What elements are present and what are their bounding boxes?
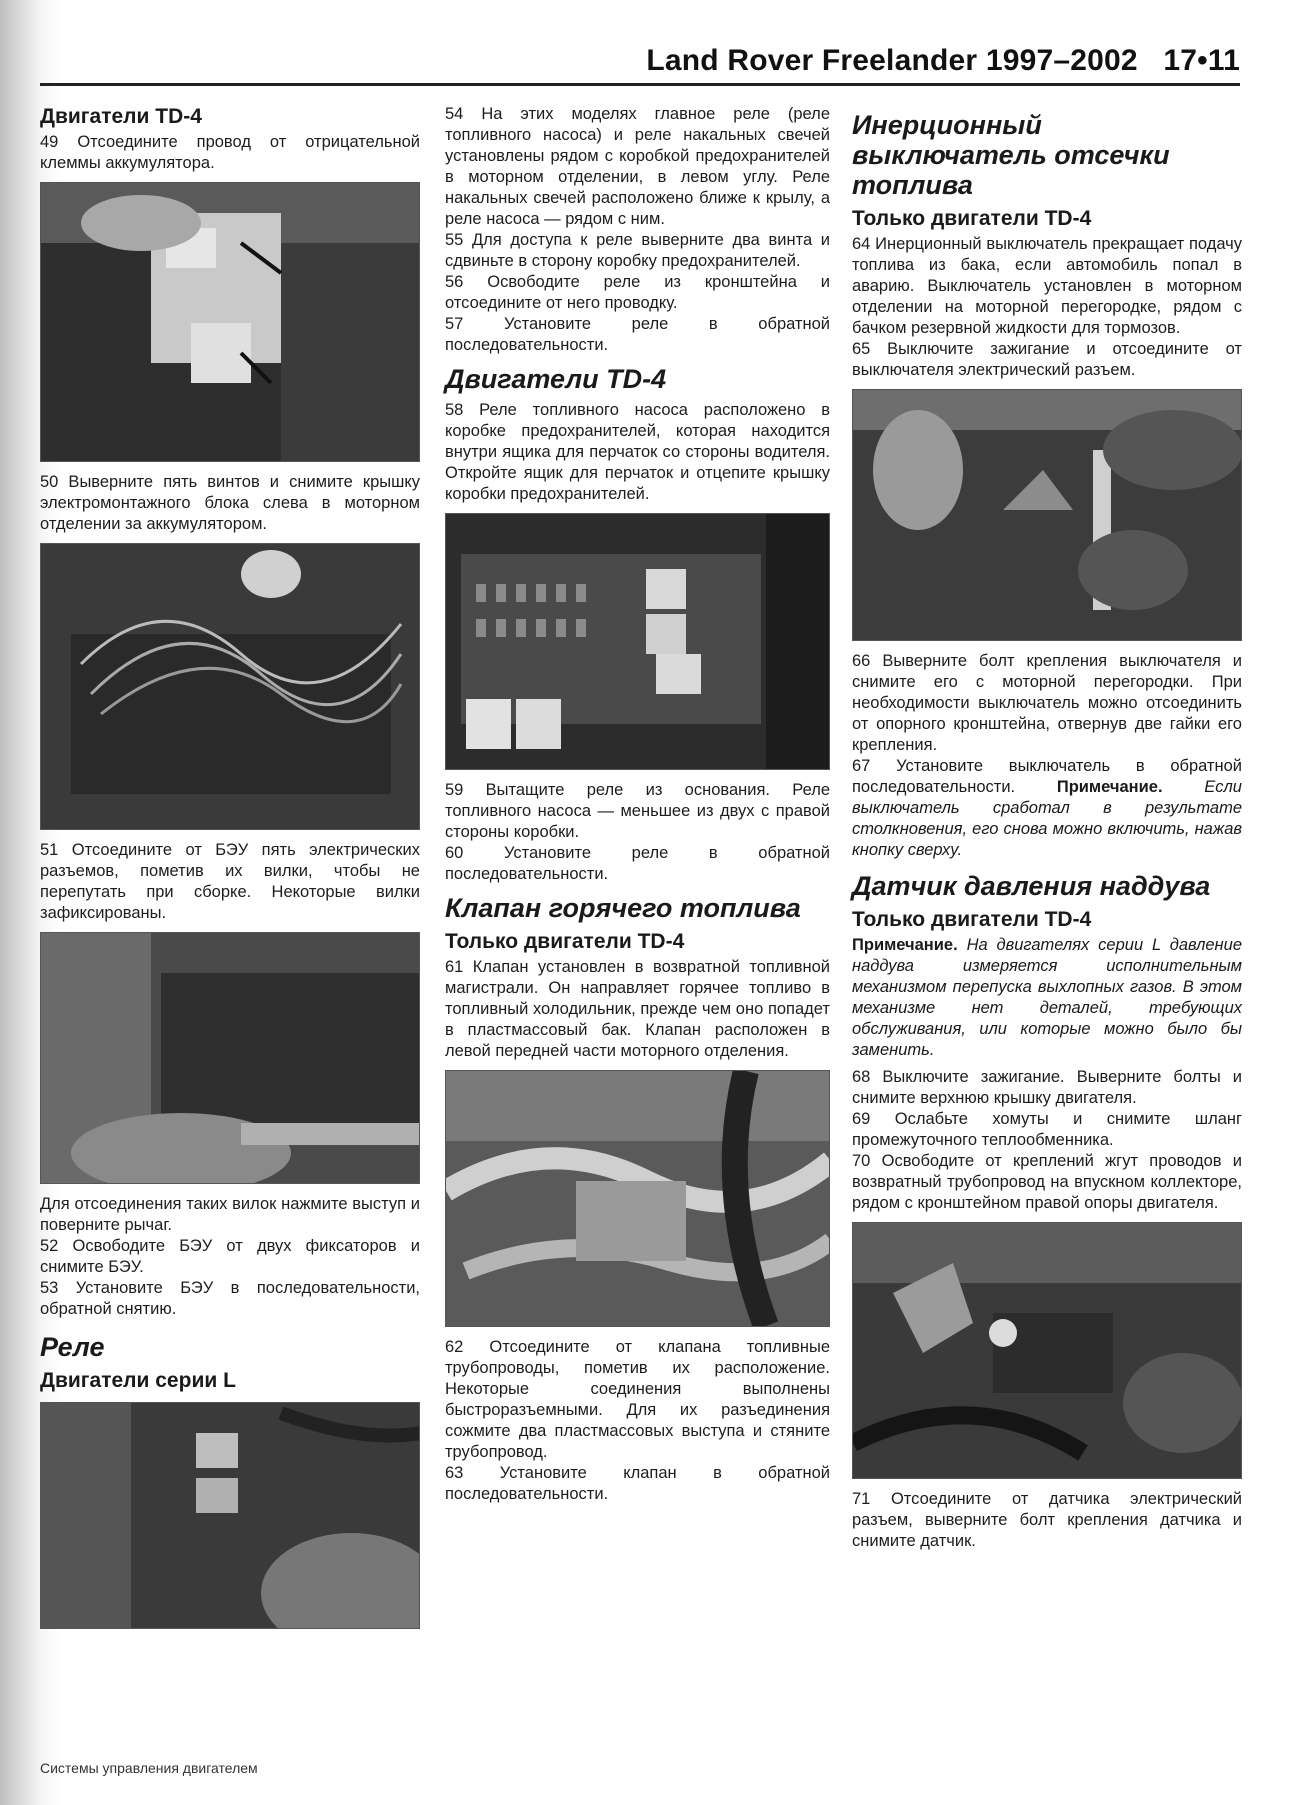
step-71: 71 Отсоедините от датчика электрический разъем, выверните болт крепления датчика и снимите датчик. [852, 1490, 1242, 1550]
step-62: 62 Отсоедините от клапана топливные трубопроводы, пометив их расположение. Некоторые соединения выполнены быстроразъемными. Для их разъединения сожмите два пластмассовых выступа и стяните трубопровод. [445, 1338, 830, 1461]
step-69: 69 Ослабьте хомуты и снимите шланг промежуточного теплообменника. [852, 1110, 1242, 1149]
step-57: 57 Установите реле в обратной последовательности. [445, 315, 830, 354]
photo-inertia-switch-image [853, 390, 1242, 640]
step-65: 65 Выключите зажигание и отсоедините от выключателя электрический разъем. [852, 340, 1242, 379]
step-67-text: 67 Установите выключатель в обратной последовательности. [852, 757, 1242, 796]
photo-ecu-connectors-image [41, 544, 420, 829]
step-60: 60 Установите реле в обратной последовательности. [445, 844, 830, 883]
photo-inertia-switch [852, 389, 1242, 641]
page-footer: Системы управления двигателем [40, 1760, 258, 1776]
heading-series-l: Двигатели серии L [40, 1369, 236, 1392]
column-3 [852, 104, 1242, 1552]
heading-boost-sensor: Датчик давления наддува [852, 871, 1211, 901]
heading-td4-relay: Двигатели TD-4 [445, 364, 667, 394]
step-67 [852, 756, 1242, 861]
step-59: 59 Вытащите реле из основания. Реле топливного насоса — меньшее из двух с правой стороны коробки. [445, 781, 830, 841]
step-58: 58 Реле топливного насоса расположено в коробке предохранителей, которая находится внутри ящика для перчаток со стороны водителя. Откройте ящик для перчаток и отцепите крышку коробки предохранителей. [445, 401, 830, 503]
photo-boost-sensor-image [853, 1223, 1242, 1478]
photo-relays-series-l [40, 1402, 420, 1629]
heading-td4: Двигатели TD-4 [40, 105, 202, 128]
step-55: 55 Для доступа к реле выверните два винта и сдвиньте в сторону коробку предохранителей. [445, 231, 830, 270]
boost-note [852, 935, 1242, 1061]
heading-only-td4-boost: Только двигатели TD-4 [852, 908, 1092, 931]
photo-connector-lever [40, 932, 420, 1184]
column-2 [445, 104, 830, 1505]
step-64: 64 Инерционный выключатель прекращает подачу топлива из бака, если автомобиль попал в аварию. Выключатель установлен в моторном отделении на моторной перегородке, рядом с бачком резервной жидкости для тормозов. [852, 235, 1242, 337]
step-50: 50 Выверните пять винтов и снимите крышку электромонтажного блока слева в моторном отделении за аккумулятором. [40, 473, 420, 533]
step-66: 66 Выверните болт крепления выключателя и снимите его с моторной перегородки. При необходимости выключатель можно отсоединить от опорного кронштейна, отвернув две гайки его крепления. [852, 652, 1242, 754]
step-68: 68 Выключите зажигание. Выверните болты и снимите верхнюю крышку двигателя. [852, 1068, 1242, 1107]
heading-hot-fuel-valve: Клапан горячего топлива [445, 893, 801, 923]
heading-only-td4-inertia: Только двигатели TD-4 [852, 207, 1092, 230]
photo-connector-lever-image [41, 933, 420, 1183]
step-49: 49 Отсоедините провод от отрицательной клеммы аккумулятора. [40, 133, 420, 172]
step-61: 61 Клапан установлен в возвратной топливной магистрали. Он направляет горячее топливо в топливный холодильник, прежде чем оно попадет в пластмассовый бак. Клапан расположен в левой передней части моторного отделения. [445, 958, 830, 1060]
step-63: 63 Установите клапан в обратной последовательности. [445, 1464, 830, 1503]
step-56: 56 Освободите реле из кронштейна и отсоедините от него проводку. [445, 273, 830, 312]
header-rule [40, 83, 1240, 86]
page-number: 17•11 [1163, 44, 1240, 77]
heading-inertia-switch: Инерционный выключатель отсечки топлива [852, 110, 1170, 200]
photo-battery-relay-image [41, 183, 420, 461]
note-text: Если выключатель сработал в результате столкновения, его снова можно включить, нажав кнопку сверху. [852, 778, 1242, 859]
step-52: 52 Освободите БЭУ от двух фиксаторов и снимите БЭУ. [40, 1237, 420, 1276]
photo-battery-relay [40, 182, 420, 462]
note-label: Примечание. [1056, 778, 1163, 796]
photo-boost-sensor [852, 1222, 1242, 1479]
step-70: 70 Освободите от креплений жгут проводов и возвратный трубопровод на впускном коллекторе, рядом с кронштейном правой опоры двигателя. [852, 1152, 1242, 1212]
photo-hot-fuel-valve-image [446, 1071, 830, 1326]
book-title: Land Rover Freelander 1997–2002 [646, 44, 1138, 77]
photo-relays-series-l-image [41, 1403, 420, 1628]
page-header [40, 38, 1240, 86]
column-1 [40, 104, 420, 1639]
boost-note-label: Примечание. [852, 936, 958, 954]
boost-note-text: На двигателях серии L давление наддува измеряется исполнительным механизмом перепуска выхлопных газов. В этом механизме нет деталей, требующих обслуживания, или которые можно было бы заменить. [852, 936, 1242, 1059]
photo-fusebox [445, 513, 830, 770]
step-53: 53 Установите БЭУ в последовательности, обратной снятию. [40, 1279, 420, 1318]
step-51: 51 Отсоедините от БЭУ пять электрических разъемов, пометив их вилки, чтобы не перепутать при сборке. Некоторые вилки зафиксированы. [40, 841, 420, 922]
photo-hot-fuel-valve [445, 1070, 830, 1327]
step-54: 54 На этих моделях главное реле (реле топливного насоса) и реле накальных свечей установлены рядом с коробкой предохранителей в моторном отделении, в левом углу. Реле накальных свечей расположено ближе к крылу, а реле насоса — рядом с ним. [445, 105, 830, 228]
photo-ecu-connectors [40, 543, 420, 830]
photo-fusebox-image [446, 514, 830, 769]
heading-relay: Реле [40, 1332, 105, 1362]
heading-only-td4: Только двигатели TD-4 [445, 930, 685, 953]
step-51-cont: Для отсоединения таких вилок нажмите выступ и поверните рычаг. [40, 1195, 420, 1234]
